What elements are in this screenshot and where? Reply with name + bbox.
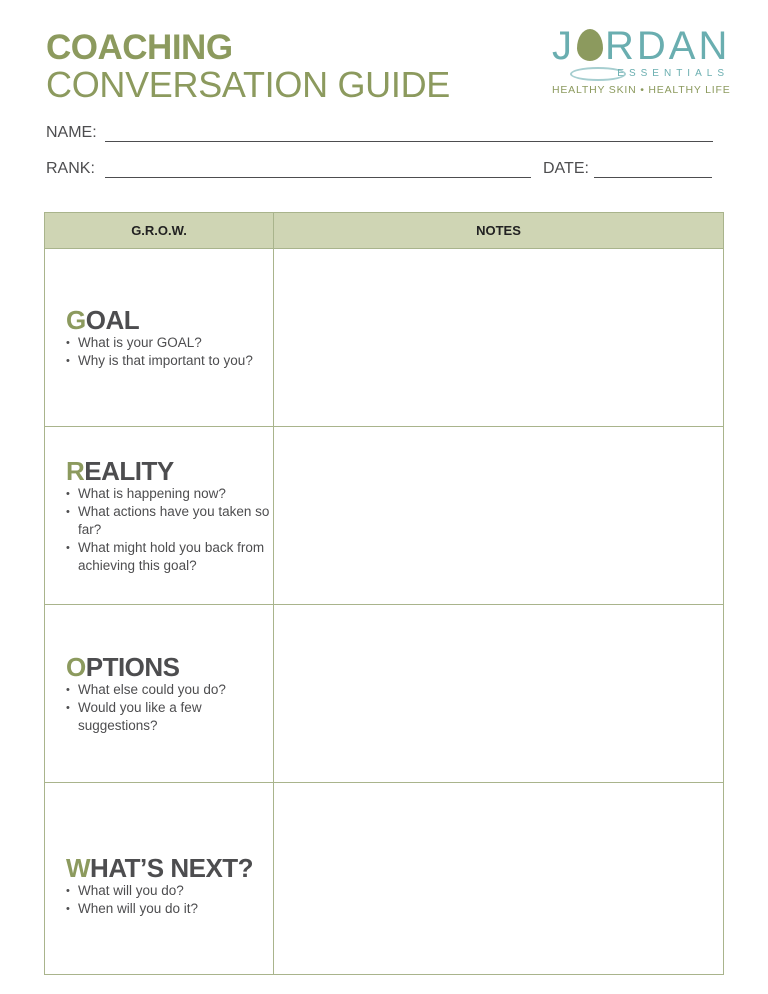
grow-cell bbox=[45, 249, 274, 427]
heading-rest: PTIONS bbox=[85, 651, 180, 682]
table-row-options bbox=[45, 605, 724, 783]
section-heading bbox=[66, 306, 273, 334]
bullet: • What actions have you taken so far? bbox=[78, 503, 273, 539]
logo-tagline: HEALTHY SKIN • HEALTHY LIFE bbox=[552, 84, 731, 96]
heading-rest: OAL bbox=[85, 304, 140, 335]
table-row-whats-next bbox=[45, 783, 724, 975]
grow-cell bbox=[45, 605, 274, 783]
grow-header: G.R.O.W. bbox=[45, 213, 274, 249]
notes-cell[interactable] bbox=[274, 605, 724, 783]
date-label: DATE: bbox=[543, 160, 589, 177]
bullet: • When will you do it? bbox=[78, 900, 273, 918]
bullet: • Would you like a few suggestions? bbox=[78, 699, 228, 735]
heading-initial: G bbox=[66, 304, 86, 335]
heading-initial: O bbox=[66, 651, 86, 682]
section-heading bbox=[66, 457, 273, 485]
grow-table bbox=[44, 212, 724, 975]
logo-sub: ESSENTIALS bbox=[617, 68, 729, 79]
notes-cell[interactable] bbox=[274, 783, 724, 975]
name-field[interactable] bbox=[46, 124, 713, 142]
notes-cell[interactable] bbox=[274, 249, 724, 427]
jordan-essentials-logo bbox=[550, 26, 735, 100]
date-field[interactable] bbox=[543, 160, 712, 178]
grow-cell bbox=[45, 427, 274, 605]
bullet: • What else could you do? bbox=[78, 681, 273, 699]
bullet: • What will you do? bbox=[78, 882, 273, 900]
leaf-icon bbox=[577, 29, 603, 61]
rank-line[interactable] bbox=[105, 163, 531, 178]
heading-rest: EALITY bbox=[84, 455, 174, 486]
bullet: • Why is that important to you? bbox=[78, 352, 273, 370]
section-heading bbox=[66, 854, 273, 882]
notes-cell[interactable] bbox=[274, 427, 724, 605]
notes-header: NOTES bbox=[274, 213, 724, 249]
table-row-reality bbox=[45, 427, 724, 605]
bullet: • What might hold you back from achieving this goal? bbox=[78, 539, 273, 575]
bullet: • What is happening now? bbox=[78, 485, 273, 503]
title-line-1: COACHING bbox=[46, 28, 233, 67]
name-line[interactable] bbox=[105, 127, 713, 142]
heading-rest: HAT’S NEXT? bbox=[90, 852, 254, 883]
section-heading bbox=[66, 653, 273, 681]
heading-initial: R bbox=[66, 455, 85, 486]
title-line-2: CONVERSATION GUIDE bbox=[46, 64, 450, 105]
grow-cell bbox=[45, 783, 274, 975]
date-line[interactable] bbox=[594, 163, 712, 178]
table-row-goal bbox=[45, 249, 724, 427]
rank-field[interactable] bbox=[46, 160, 531, 178]
rank-label: RANK: bbox=[46, 160, 95, 177]
bullet: • What is your GOAL? bbox=[78, 334, 273, 352]
logo-word: J RDAN bbox=[552, 24, 731, 68]
heading-initial: W bbox=[66, 852, 91, 883]
name-label: NAME: bbox=[46, 124, 97, 141]
